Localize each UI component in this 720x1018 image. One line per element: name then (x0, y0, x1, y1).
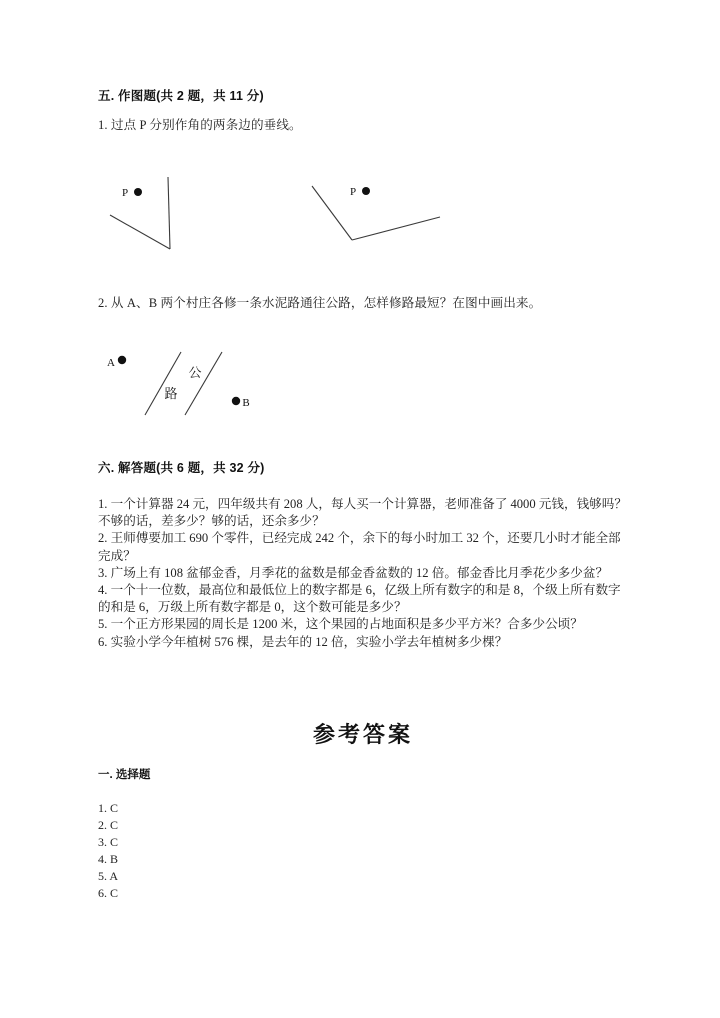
question-item: 5. 一个正方形果园的周长是 1200 米，这个果园的占地面积是多少平方米？合多少公顷？ (98, 617, 583, 632)
village-b-label: B (242, 397, 250, 409)
question-text: 2. 从 A、B 两个村庄各修一条水泥路通往公路，怎样修路最短？在图中画出来。 (98, 296, 542, 310)
answer-item: 4. B (98, 852, 119, 866)
angle-right-group (312, 186, 440, 240)
angle-right-ray-upleft (312, 186, 352, 240)
answers-section-heading: 一. 选择题 (98, 769, 151, 781)
answer-item: 1. C (98, 801, 119, 815)
solve-question-list (98, 496, 628, 651)
question-item: 4. 一个十一位数，最高位和最低位上的数字都是 6，亿级上所有数字的和是 8，个级上所有数字的和是 6，万级上所有数字都是 0，这个数可能是多少？ (98, 583, 621, 615)
angle-left-ray-vertical (168, 177, 170, 249)
answers-title: 参考答案 (312, 722, 413, 747)
answers-list (98, 800, 628, 902)
answer-item: 2. C (98, 818, 119, 832)
question-item: 2. 王师傅要加工 690 个零件，已经完成 242 个，余下的每小时加工 32 个，还要几小时才能全部完成？ (98, 531, 621, 563)
two-angles-figure (98, 170, 538, 260)
section-drawing-heading: 五. 作图题(共 2 题，共 11 分) (98, 89, 264, 103)
point-p-label-left: P (121, 187, 129, 199)
answers-title-wrap (98, 718, 628, 749)
question-item: 1. 一个计算器 24 元，四年级共有 208 人，每人买一个计算器，老师准备了 4000 元钱，钱够吗？不够的话，差多少？够的话，还余多少？ (98, 497, 627, 529)
angle-right-ray-upright (352, 217, 440, 240)
village-b-dot (232, 397, 240, 405)
drawing-section (98, 86, 628, 104)
road-label-char-bottom: 路 (164, 386, 178, 401)
road-edge-left-line (145, 352, 181, 415)
drawing-q2-text (98, 295, 628, 312)
answers-section-heading-wrap (98, 766, 628, 782)
solve-section-heading-wrap (98, 458, 628, 476)
answer-item: 5. A (98, 869, 119, 883)
point-p-dot-left (134, 188, 142, 196)
road-villages-figure (105, 350, 305, 420)
angle-left-ray-diagonal (110, 215, 170, 249)
question-item: 6. 实验小学今年植树 576 棵，是去年的 12 倍，实验小学去年植树多少棵？ (98, 634, 508, 649)
point-p-dot-right (362, 187, 370, 195)
answer-item: 6. C (98, 886, 119, 900)
two-angles-svg (98, 170, 538, 260)
point-p-label-right: P (349, 186, 357, 198)
angle-left-group (110, 177, 170, 249)
road-villages-svg (105, 350, 305, 420)
road-edge-right-line (185, 352, 222, 415)
road-label-char-top: 公 (188, 365, 202, 380)
section-solve-heading: 六. 解答题(共 6 题，共 32 分) (98, 461, 265, 475)
answer-item: 3. C (98, 835, 119, 849)
village-a-dot (118, 356, 126, 364)
question-item: 3. 广场上有 108 盆郁金香，月季花的盆数是郁金香盆数的 12 倍。郁金香比月季花少多少盆？ (98, 565, 609, 580)
drawing-q1-text (98, 117, 628, 134)
village-a-label: A (107, 357, 115, 369)
question-text: 1. 过点 P 分别作角的两条边的垂线。 (98, 118, 302, 132)
